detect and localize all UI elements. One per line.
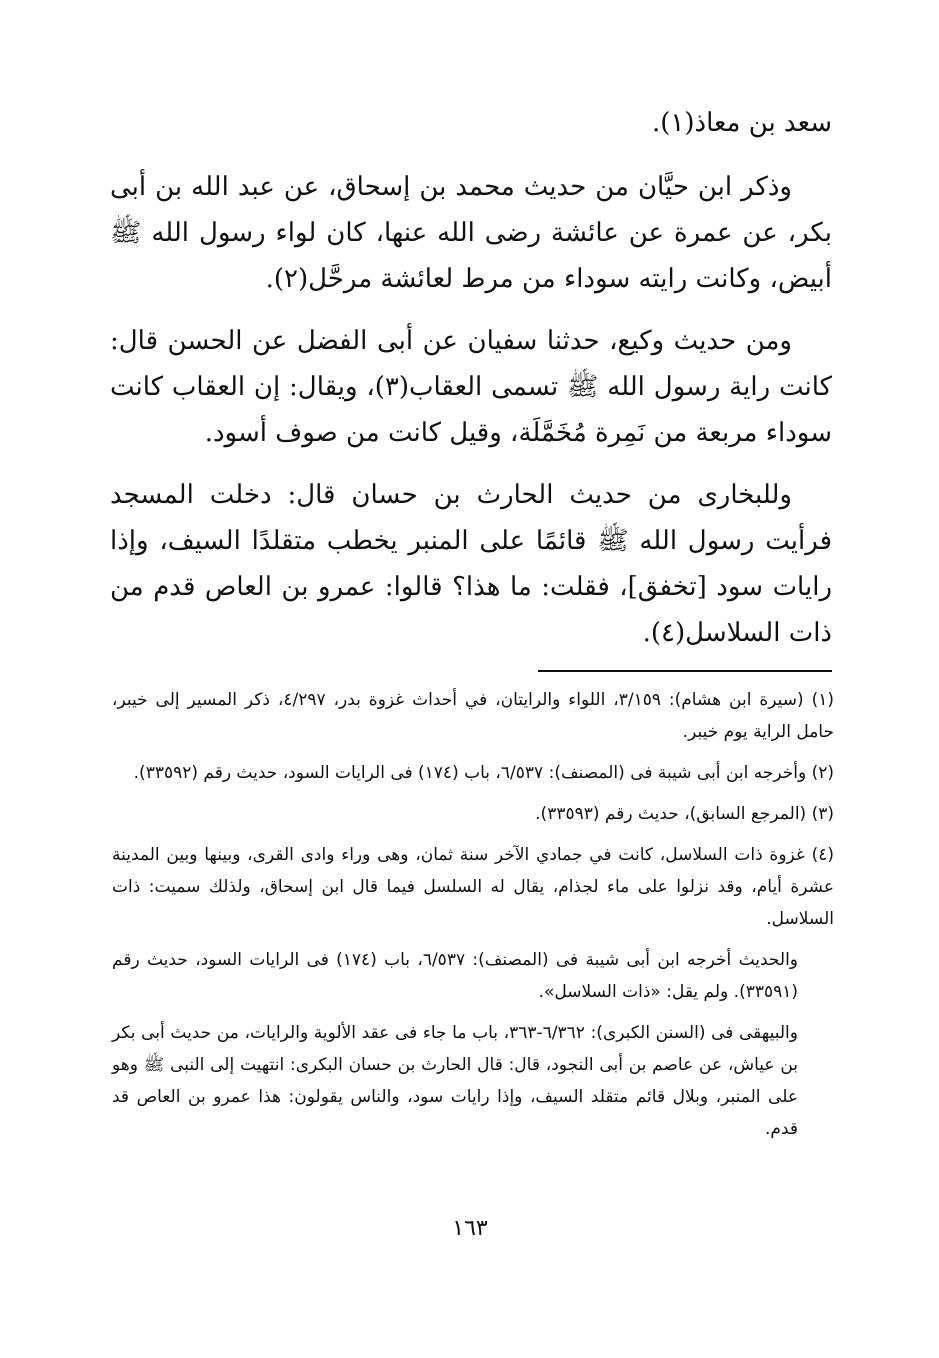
paragraph-3: ومن حديث وكيع، حدثنا سفيان عن أبى الفضل عن الحسن قال: كانت راية رسول الله ﷺ تسمى العقاب(٣)، ويقال: إن العقاب كانت سوداء مربعة من نَمِرة مُخَمَّلَة، وقيل كانت من صوف أسود. [110,326,833,448]
footnote-separator [538,670,832,672]
footnote-4-continuation: والحديث أخرجه ابن أبى شيبة فى (المصنف): ٦/٥٣٧، باب (١٧٤) فى الرايات السود، حديث رقم (٣٣٥٩١). ولم يقل: «ذات السلاسل». [112,950,798,1002]
paragraph-4: وللبخارى من حديث الحارث بن حسان قال: دخلت المسجد فرأيت رسول الله ﷺ قائمًا على المنبر يخطب متقلدًا السيف، وإذا رايات سود [تخفق]، فقلت: ما هذا؟ قالوا: عمرو بن العاص قدم من ذات السلاسل(٤). [110,480,832,648]
paragraph-1: سعد بن معاذ(١). [651,108,832,138]
footnote-2: (٢) وأخرجه ابن أبى شيبة فى (المصنف): ٦/٥٣٧، باب (١٧٤) فى الرايات السود، حديث رقم (٣٣٥٩٢). [133,763,834,783]
footnote-3: (٣) (المرجع السابق)، حديث رقم (٣٣٥٩٣). [535,804,834,824]
page-number: ١٦٣ [452,1216,488,1241]
footnote-4-continuation-2: والبيهقى فى (السنن الكبرى): ٦/٣٦٢-٣٦٣، باب ما جاء فى عقد الألوية والرايات، من حديث أبى بكر بن عياش، عن عاصم بن أبى النجود، قال: قال الحارث بن حسان البكرى: انتهيت إلى النبى ﷺ وهو على المنبر، وبلال قائم متقلد السيف، وإذا رايات سود، والناس يقولون: هذا عمرو بن العاص قد قدم. [112,1023,798,1139]
main-text [110,100,832,672]
footnote-4: (٤) غزوة ذات السلاسل، كانت في جمادي الآخر سنة ثمان، وهى وراء وادى القرى، وبينها وبين المدينة عشرة أيام، وقد نزلوا على ماء لجذام، يقال له السلسل فيما قال ابن إسحاق، ولذلك سميت: ذات السلاسل. [112,845,834,929]
footnote-1: (١) (سيرة ابن هشام): ٣/١٥٩، اللواء والرايتان، في أحداث غزوة بدر، ٤/٢٩٧، ذكر المسير إلى خيبر، حامل الراية يوم خيبر. [112,690,834,742]
footnotes [112,684,834,1154]
paragraph-2: وذكر ابن حيَّان من حديث محمد بن إسحاق، عن عبد الله بن أبى بكر، عن عمرة عن عائشة رضى الله عنها، كان لواء رسول الله ﷺ أبيض، وكانت رايته سوداء من مرط لعائشة مرحَّل(٢). [110,172,832,294]
